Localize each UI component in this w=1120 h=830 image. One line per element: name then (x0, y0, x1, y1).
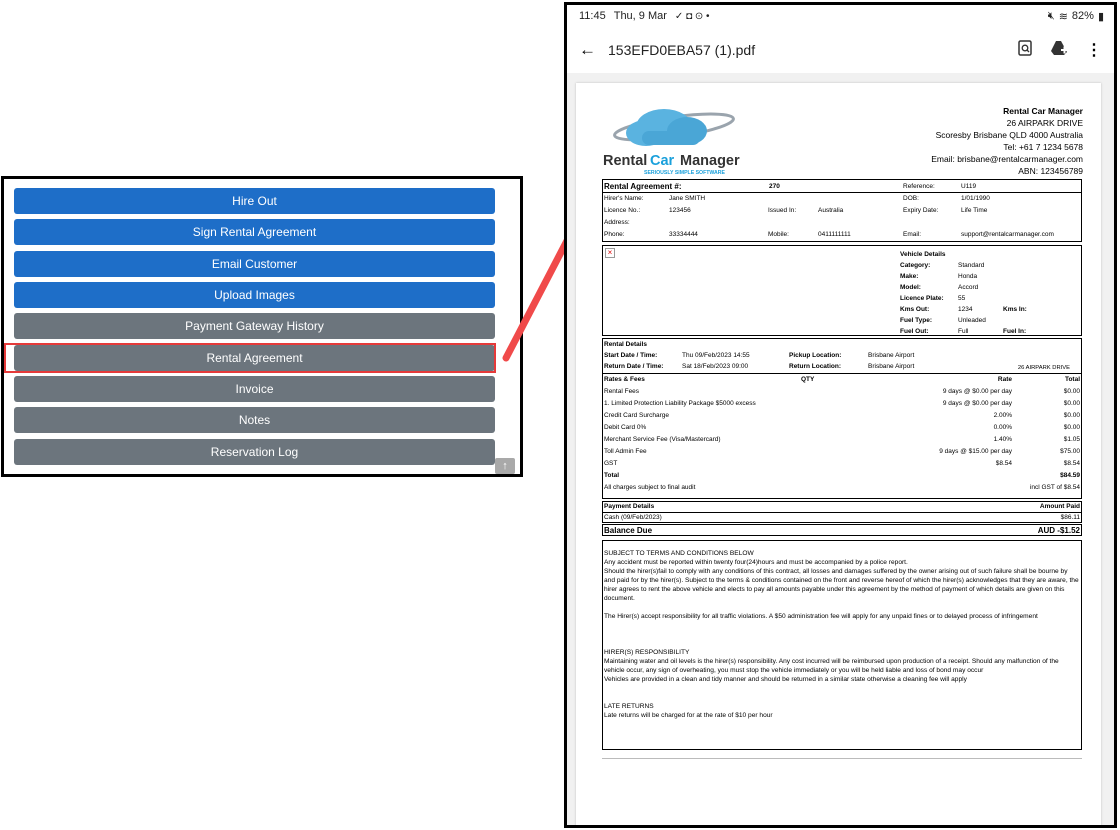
rate-row-rate: 1.40% (993, 436, 1012, 443)
notification-icons: ✓ ◘ ⊙ • (674, 10, 710, 22)
terms-box (602, 540, 1082, 750)
company-email: Email: brisbane@rentalcarmanager.com (931, 154, 1083, 164)
phone-value: 33334444 (669, 231, 698, 238)
email-customer-button[interactable]: Email Customer (14, 251, 495, 277)
fuel-type-label: Fuel Type: (900, 317, 933, 324)
file-name: 153EFD0EBA57 (1).pdf (608, 42, 756, 58)
rate-row-desc: Credit Card Surcharge (604, 412, 670, 419)
terms-late: Late returns will be charged for at the rate of $10 per hour (604, 712, 773, 719)
company-name: Rental Car Manager (1003, 106, 1083, 116)
payment-amount: $86.11 (1060, 514, 1080, 521)
company-info (931, 105, 1083, 177)
rate-row-desc: Rental Fees (604, 388, 640, 395)
mobile-label: Mobile: (768, 231, 789, 238)
licence-value: 123456 (669, 207, 691, 214)
company-address-2: Scoresby Brisbane QLD 4000 Australia (935, 130, 1083, 140)
rate-row-total: $0.00 (1063, 424, 1080, 431)
find-in-page-icon[interactable] (1018, 40, 1032, 61)
rental-agreement-button[interactable]: Rental Agreement (14, 345, 495, 371)
dob-label: DOB: (903, 195, 919, 202)
start-value: Thu 09/Feb/2023 14:55 (682, 352, 750, 359)
add-to-drive-icon[interactable] (1050, 40, 1068, 61)
rate-row-desc: Debit Card 0% (604, 424, 647, 431)
rate-row-total: $0.00 (1063, 412, 1080, 419)
payment-method: Cash (09/Feb/2023) (604, 514, 662, 521)
responsibility-heading: HIRER(S) RESPONSIBILITY (604, 649, 690, 656)
upload-images-button[interactable]: Upload Images (14, 282, 495, 308)
dob-value: 1/01/1990 (961, 195, 990, 202)
late-returns-heading: LATE RETURNS (604, 703, 654, 710)
svg-text:SERIOUSLY SIMPLE SOFTWARE: SERIOUSLY SIMPLE SOFTWARE (644, 170, 725, 176)
reference-value: U119 (961, 183, 977, 190)
kms-out-label: Kms Out: (900, 306, 930, 313)
amount-heading: Amount Paid (1039, 503, 1080, 510)
terms-heading: SUBJECT TO TERMS AND CONDITIONS BELOW (604, 550, 754, 557)
back-arrow-icon[interactable]: ← (579, 40, 596, 59)
fuel-in-label: Fuel In: (1003, 328, 1027, 335)
rate-row-rate: 9 days @ $0.00 per day (942, 400, 1012, 407)
mobile-value: 0411111111 (818, 231, 851, 238)
category-value: Standard (958, 262, 985, 269)
issued-value: Australia (818, 207, 844, 214)
balance-value: AUD -$1.52 (1037, 526, 1080, 535)
return-location-label: Return Location: (789, 363, 841, 370)
rate-row-total: $0.00 (1063, 400, 1080, 407)
rental-heading: Rental Details (604, 341, 647, 348)
payment-details-box (602, 501, 1082, 523)
hirer-details-box (602, 179, 1082, 242)
page-divider (602, 758, 1082, 759)
status-time: 11:45 (579, 10, 606, 22)
email-label: Email: (903, 231, 922, 238)
plate-label: Licence Plate: (900, 295, 944, 302)
invoice-button[interactable]: Invoice (14, 376, 495, 402)
vehicle-heading: Vehicle Details (900, 251, 946, 258)
rate-row-rate: 0.00% (993, 424, 1012, 431)
company-address-1: 26 AIRPARK DRIVE (1006, 118, 1083, 128)
svg-text:Rental: Rental (603, 153, 648, 169)
rates-header-rate: Rate (997, 376, 1012, 383)
email-value: support@rentalcarmanager.com (961, 231, 1054, 238)
rate-row-rate: 9 days @ $0.00 per day (942, 388, 1012, 395)
kms-in-label: Kms In: (1003, 306, 1027, 313)
pickup-label: Pickup Location: (789, 352, 842, 359)
rates-header-qty: QTY (801, 376, 815, 383)
callout-arrow-icon (0, 0, 620, 380)
total-label: Total (604, 472, 620, 479)
return-address: 26 AIRPARK DRIVE (1017, 365, 1070, 371)
gst-note: incl GST of $8.54 (1029, 484, 1080, 491)
terms-maintenance: Maintaining water and oil levels is the hirer(s) responsibility. Any cost incurred will be reimbursed upon production of a receipt. Should any malfunction of the vehicle occur, any sign of overheating, you must stop the vehicle immediately or you will be held liable and loss of bond may occur (604, 658, 1059, 674)
svg-text:Manager: Manager (680, 153, 740, 169)
status-bar (567, 5, 1114, 27)
terms-traffic: The Hirer(s) accept responsibility for all traffic violations. A $50 administration fee will apply for any unpaid fines or to delayed process of infringement (604, 613, 1038, 620)
audit-note: All charges subject to final audit (604, 484, 696, 491)
svg-text:Car: Car (650, 153, 675, 169)
kms-out-value: 1234 (958, 306, 973, 313)
app-bar (567, 27, 1114, 73)
rate-row-desc: 1. Limited Protection Liability Package $5000 excess (604, 400, 756, 407)
balance-label: Balance Due (604, 526, 653, 535)
agreement-title: Rental Agreement #: (604, 182, 682, 191)
payment-gateway-history-button[interactable]: Payment Gateway History (14, 313, 495, 339)
make-label: Make: (900, 273, 919, 280)
rental-car-manager-logo (602, 101, 752, 176)
vehicle-details-box (602, 245, 1082, 336)
reference-label: Reference: (903, 183, 935, 190)
rate-row-total: $0.00 (1063, 388, 1080, 395)
hirer-label: Hirer's Name: (604, 195, 644, 202)
rate-row-total: $75.00 (1060, 448, 1080, 455)
mute-icon: 🔇︎ (1047, 9, 1055, 22)
rates-header-total: Total (1064, 376, 1080, 383)
reservation-log-button[interactable]: Reservation Log (14, 439, 495, 465)
expiry-label: Expiry Date: (903, 207, 939, 214)
phone-label: Phone: (604, 231, 625, 238)
return-value: Sat 18/Feb/2023 09:00 (682, 363, 749, 370)
rental-and-rates-box (602, 338, 1082, 499)
expiry-value: Life Time (961, 207, 988, 214)
fuel-type-value: Unleaded (958, 317, 986, 324)
category-label: Category: (900, 262, 931, 269)
rate-row-desc: Merchant Service Fee (Visa/Mastercard) (604, 436, 721, 443)
rate-row-desc: GST (604, 460, 618, 467)
rate-row-rate: $8.54 (995, 460, 1012, 467)
pdf-viewer-window (564, 2, 1117, 828)
model-value: Accord (958, 284, 979, 291)
terms-cleaning: Vehicles are provided in a clean and tidy manner and should be returned in a similar state otherwise a cleaning fee will apply (604, 676, 967, 683)
rate-row-total: $1.05 (1063, 436, 1080, 443)
model-label: Model: (900, 284, 921, 291)
return-location-value: Brisbane Airport (868, 363, 915, 370)
licence-label: Licence No.: (604, 207, 641, 214)
issued-label: Issued In: (768, 207, 797, 214)
broken-image-icon: × (605, 248, 615, 258)
agreement-number: 270 (769, 183, 780, 190)
payment-heading: Payment Details (604, 503, 655, 510)
make-value: Honda (958, 273, 978, 280)
company-abn: ABN: 123456789 (1018, 166, 1083, 176)
more-vert-icon[interactable]: ⋮ (1086, 42, 1102, 59)
return-label: Return Date / Time: (604, 363, 664, 370)
rate-row-desc: Toll Admin Fee (604, 448, 647, 455)
terms-liability: Should the hirer(s)fail to comply with any conditions of this contract, all losses and damages suffered by the owner arising out of such failure shall be bourne by and paid for by the hirer(s). Subject to the terms & conditions contained on the front and reverse hereof of which the hirer(s) acknowledges that they are aware, the hirer agrees to rent the above vehicle and elects to pay all amounts payable under this agreement by the method of payment of which details are given on this document. (604, 568, 1079, 602)
plate-value: 55 (958, 295, 966, 302)
battery-icon: ▮ (1097, 10, 1104, 23)
fuel-out-value: Full (958, 328, 969, 335)
status-date: Thu, 9 Mar (613, 10, 667, 22)
rate-row-rate: 9 days @ $15.00 per day (939, 448, 1012, 455)
wifi-icon: ≋ (1058, 10, 1068, 23)
notes-button[interactable]: Notes (14, 407, 495, 433)
balance-due-box (602, 524, 1082, 536)
scroll-to-top-icon[interactable]: ↑ (495, 458, 515, 474)
rates-header-desc: Rates & Fees (604, 376, 645, 383)
sign-rental-agreement-button[interactable]: Sign Rental Agreement (14, 219, 495, 245)
rate-row-rate: 2.00% (993, 412, 1012, 419)
pdf-page (576, 83, 1101, 828)
address-label: Address: (604, 219, 630, 226)
hire-out-button[interactable]: Hire Out (14, 188, 495, 214)
hirer-value: Jane SMITH (669, 195, 706, 202)
fuel-out-label: Fuel Out: (900, 328, 929, 335)
pickup-value: Brisbane Airport (868, 352, 915, 359)
battery-level: 82% (1071, 10, 1094, 22)
start-label: Start Date / Time: (604, 352, 658, 359)
total-value: $84.59 (1060, 472, 1080, 479)
terms-accident: Any accident must be reported within twenty four(24)hours and must be accompanied by a police report. (604, 559, 908, 566)
company-tel: Tel: +61 7 1234 5678 (1003, 142, 1083, 152)
rate-row-total: $8.54 (1063, 460, 1080, 467)
